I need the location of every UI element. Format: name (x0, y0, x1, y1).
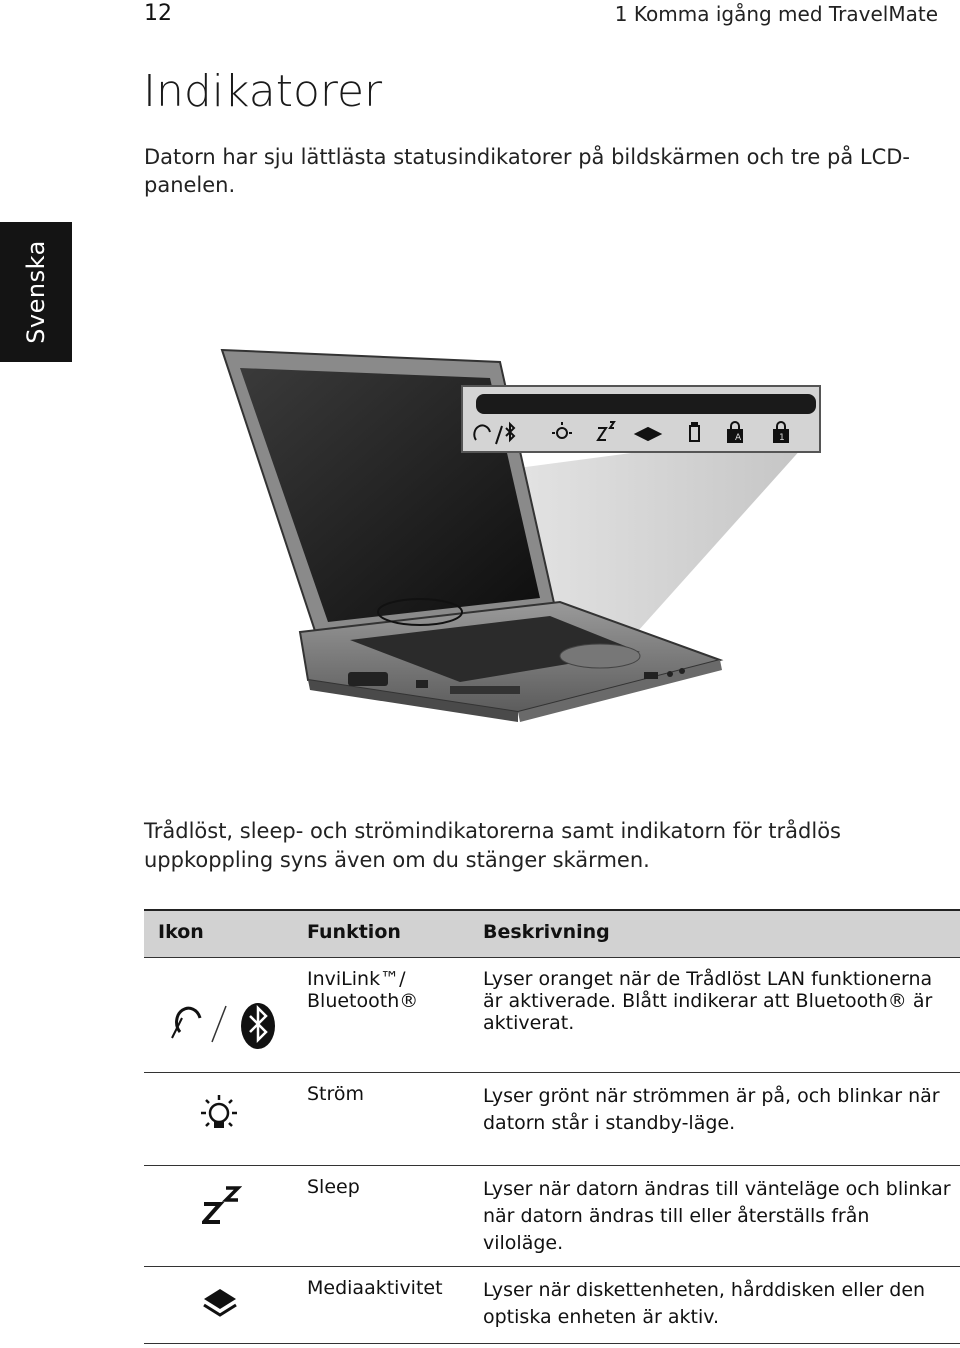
media-activity-icon (200, 1283, 240, 1323)
table-header (144, 909, 960, 957)
laptop-figure (200, 340, 840, 730)
caps-letter: A (735, 433, 742, 443)
power-icon (196, 1093, 242, 1143)
language-side-tab (0, 222, 72, 362)
function-label: Sleep (307, 1176, 360, 1198)
function-label: Ström (307, 1083, 365, 1105)
table-row (144, 1266, 960, 1344)
description-text: Lyser när datorn ändras till vänteläge och blinkar när datorn ändras till eller återställs från viloläge. (483, 1178, 951, 1254)
page-number: 12 (144, 1, 172, 26)
language-label: Svenska (22, 240, 51, 344)
sleep-icon (202, 1184, 242, 1230)
description-text: Lyser grönt när strömmen är på, och blinkar när datorn står i standby-läge. (483, 1085, 940, 1134)
figure-caption: Trådlöst, sleep- och strömindikatorerna samt indikatorn för trådlös uppkoppling syns även om du stänger skärmen. (144, 819, 841, 872)
header-description: Beskrivning (483, 921, 610, 943)
function-label: InviLink™/ Bluetooth® (307, 968, 419, 1012)
chapter-title: 1 Komma igång med TravelMate (614, 2, 938, 26)
num-symbol: 1 (779, 433, 785, 443)
header-icon: Ikon (158, 921, 204, 943)
table-row (144, 1165, 960, 1266)
indicator-table (144, 909, 960, 1344)
intro-paragraph: Datorn har sju lättlästa statusindikatorer på bildskärmen och tre på LCD-panelen. (144, 145, 910, 197)
page-title: Indikatorer (143, 66, 383, 117)
description-text: Lyser oranget när de Trådlöst LAN funktionerna är aktiverade. Blått indikerar att Bluetooth® är aktiverat. (483, 968, 933, 1034)
laptop-illustration (200, 340, 840, 730)
wireless-bluetooth-icon (154, 990, 284, 1054)
header-function: Funktion (307, 921, 401, 943)
function-label: Mediaaktivitet (307, 1277, 443, 1299)
table-row (144, 1072, 960, 1165)
table-row (144, 957, 960, 1072)
description-text: Lyser när diskettenheten, hårddisken eller den optiska enheten är aktiv. (483, 1279, 926, 1328)
